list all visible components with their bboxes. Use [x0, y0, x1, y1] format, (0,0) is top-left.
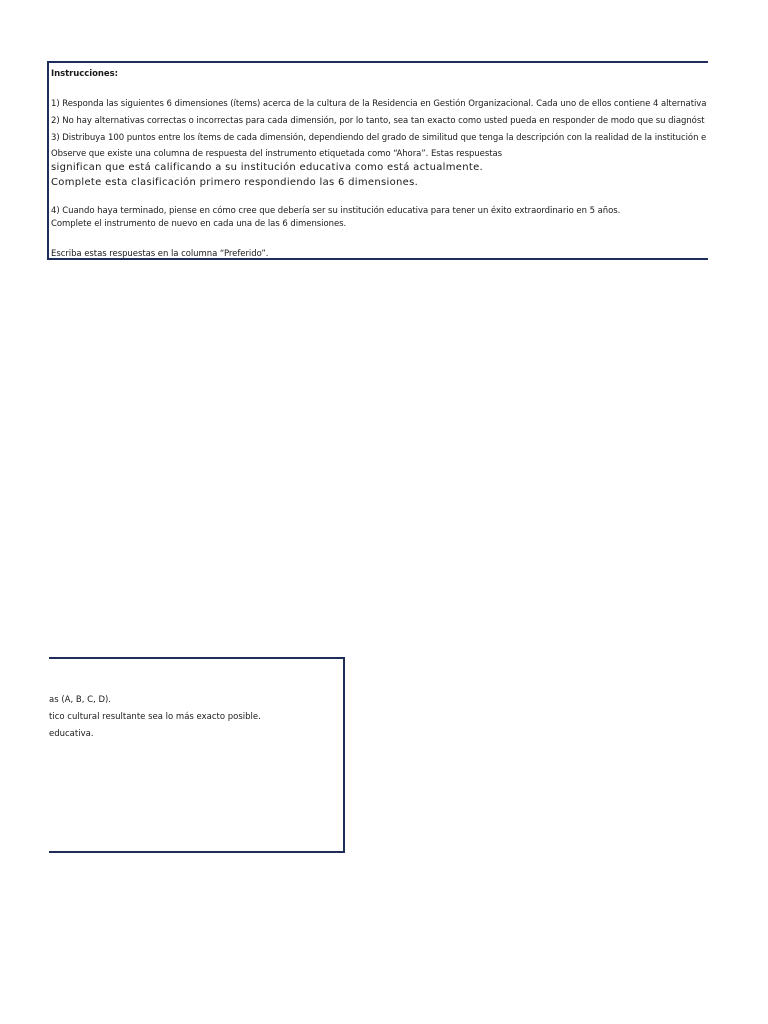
instructions-box — [47, 61, 708, 260]
continuation-line-3: educativa. — [49, 729, 94, 739]
instructions-continuation-box — [49, 657, 345, 853]
instructions-title: Instrucciones: — [51, 69, 118, 79]
instruction-line-8: Complete el instrumento de nuevo en cada una de las 6 dimensiones. — [51, 219, 347, 229]
instruction-line-2: 2) No hay alternativas correctas o incorrectas para cada dimensión, por lo tanto, sea tan exacto como usted pueda en responder de modo que su diagnóst — [51, 116, 705, 126]
instruction-line-5: significan que está calificando a su institución educativa como está actualmente. — [51, 162, 484, 173]
continuation-line-1: as (A, B, C, D). — [49, 695, 112, 705]
instruction-line-1: 1) Responda las siguientes 6 dimensiones (ítems) acerca de la cultura de la Residencia en Gestión Organizacional. Cada uno de ellos contiene 4 alternativa — [51, 99, 707, 109]
instruction-line-7: 4) Cuando haya terminado, piense en cómo cree que debería ser su institución educativa para tener un éxito extraordinario en 5 años. — [51, 206, 621, 216]
instruction-line-9: Escriba estas respuestas en la columna “Preferido”. — [51, 249, 269, 259]
continuation-line-2: tico cultural resultante sea lo más exacto posible. — [49, 712, 261, 722]
instruction-line-3: 3) Distribuya 100 puntos entre los ítems de cada dimensión, dependiendo del grado de similitud que tenga la descripción con la realidad de la institución e — [51, 133, 707, 143]
instruction-line-6: Complete esta clasificación primero respondiendo las 6 dimensiones. — [51, 177, 419, 188]
instruction-line-4: Observe que existe una columna de respuesta del instrumento etiquetada como “Ahora”. Estas respuestas — [51, 149, 503, 159]
